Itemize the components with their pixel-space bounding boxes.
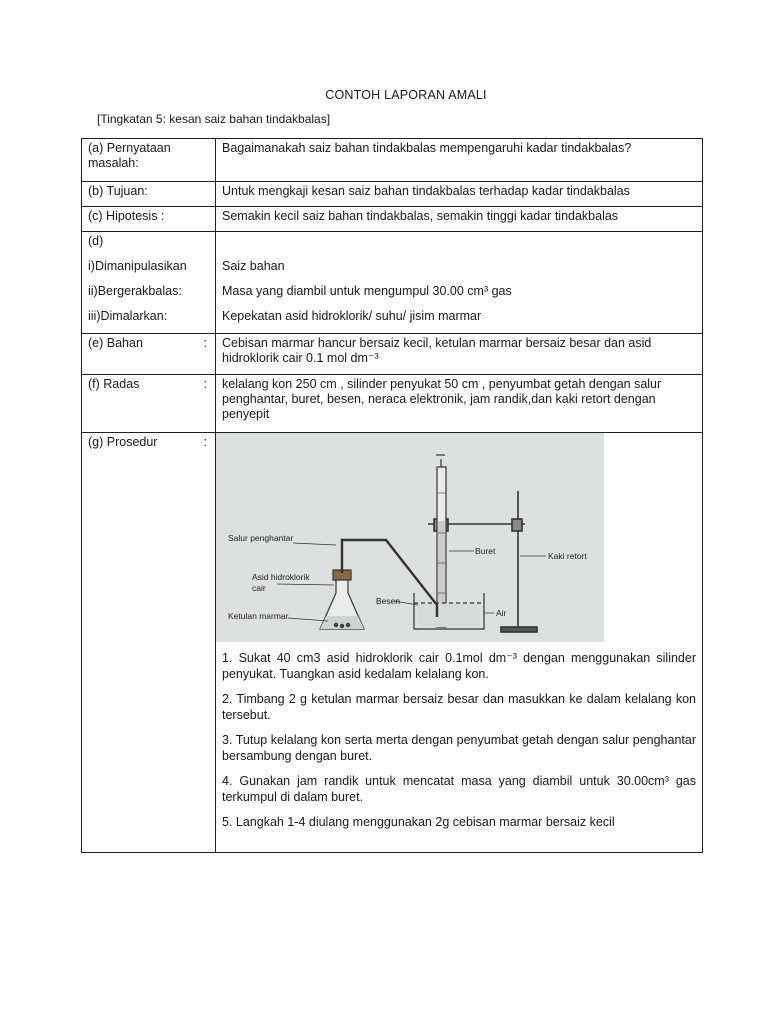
label-delivery-tube: Salur penghantar [228,533,294,543]
value-aim: Untuk mengkaji kesan saiz bahan tindakbalas terhadap kadar tindakbalas [216,182,703,207]
apparatus-colon: : [203,377,207,391]
row-hypothesis [82,207,703,232]
label-apparatus [82,375,216,433]
row-problem-statement [82,139,703,182]
apparatus-label: (f) Radas [88,377,140,391]
label-hypothesis: (c) Hipotesis : [82,207,216,232]
report-title: CONTOH LAPORAN AMALI [325,88,487,102]
label-retort: Kaki retort [548,551,587,561]
label-problem-statement: (a) Pernyataan masalah: [82,139,216,182]
report-subtitle: [Tingkatan 5: kesan saiz bahan tindakbalas] [97,112,331,126]
label-materials [82,334,216,375]
materials-label: (e) Bahan [88,336,143,350]
row-variables [82,232,703,334]
row-aim [82,182,703,207]
procedure-step: 1. Sukat 40 cm3 asid hidroklorik cair 0.1mol dm⁻³ dengan menggunakan silinder penyukat. Tuangkan asid kedalam kelalang kon. [222,651,696,681]
label-acid: Asid hidroklorik [252,572,310,582]
label-burette: Buret [475,546,496,556]
materials-colon: : [203,336,207,350]
row-apparatus [82,375,703,433]
procedure-colon: : [203,435,207,449]
responding-label: ii)Bergerakbalas: [88,284,182,298]
label-water: Air [496,608,507,618]
procedure-step: 5. Langkah 1-4 diulang menggunakan 2g cebisan marmar bersaiz kecil [222,815,615,829]
controlled-value: Kepekatan asid hidroklorik/ suhu/ jisim marmar [222,309,482,323]
burette-icon [436,455,446,627]
manipulated-value: Saiz bahan [222,259,285,273]
procedure-step: 4. Gunakan jam randik untuk mencatat masa yang diambil untuk 30.00cm³ gas terkumpul di dalam buret. [222,774,696,804]
value-variables [216,232,703,334]
value-materials: Cebisan marmar hancur bersaiz kecil, ketulan marmar bersaiz besar dan asid hidroklorik cair 0.1 mol dm⁻³ [216,334,703,375]
value-hypothesis: Semakin kecil saiz bahan tindakbalas, semakin tinggi kadar tindakbalas [216,207,703,232]
variables-heading: (d) [88,234,104,248]
value-procedure [216,433,703,853]
responding-value: Masa yang diambil untuk mengumpul 30.00 cm³ gas [222,284,512,298]
label-variables [82,232,216,334]
manipulated-label: i)Dimanipulasikan [88,259,187,273]
label-basin: Besen [376,596,401,606]
label-procedure [82,433,216,853]
row-materials [82,334,703,375]
value-apparatus: kelalang kon 250 cm , silinder penyukat 50 cm , penyumbat getah dengan salur penghantar, buret, besen, neraca elektronik, jam randik,dan kaki retort dengan penyepit [216,375,703,433]
label-aim: (b) Tujuan: [82,182,216,207]
row-procedure [82,433,703,853]
procedure-step: 2. Timbang 2 g ketulan marmar bersaiz besar dan masukkan ke dalam kelalang kon tersebut. [222,692,696,722]
procedure-step: 3. Tutup kelalang kon serta merta dengan penyumbat getah dengan salur penghantar bersambung dengan buret. [222,733,696,763]
apparatus-diagram [216,433,604,642]
label-acid-2: cair [252,583,266,593]
value-problem-statement: Bagaimanakah saiz bahan tindakbalas mempengaruhi kadar tindakbalas? [216,139,703,182]
report-table [81,138,703,853]
procedure-label: (g) Prosedur [88,435,158,449]
controlled-label: iii)Dimalarkan: [88,309,168,323]
label-marble: Ketulan marmar [228,611,289,621]
